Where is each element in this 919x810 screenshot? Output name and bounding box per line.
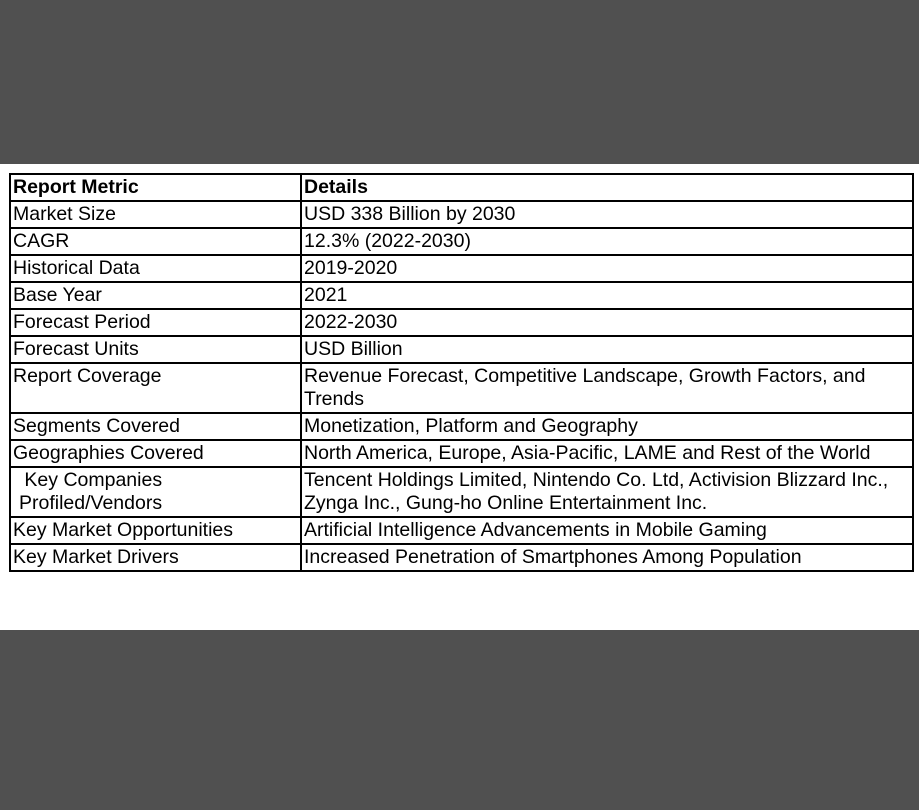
table-header-row (10, 174, 913, 201)
details-cell: USD Billion (301, 336, 913, 363)
report-metrics-table (9, 173, 914, 572)
details-cell: Increased Penetration of Smartphones Among Population (301, 544, 913, 571)
table-row (10, 255, 913, 282)
table-row (10, 517, 913, 544)
details-cell: 2022-2030 (301, 309, 913, 336)
table-row (10, 363, 913, 413)
metric-cell: Historical Data (10, 255, 301, 282)
table-row (10, 201, 913, 228)
details-cell: 12.3% (2022-2030) (301, 228, 913, 255)
details-cell: Revenue Forecast, Competitive Landscape, Growth Factors, and Trends (301, 363, 913, 413)
metric-cell: Report Coverage (10, 363, 301, 413)
metric-cell: Forecast Units (10, 336, 301, 363)
metric-cell: Base Year (10, 282, 301, 309)
metric-cell: Forecast Period (10, 309, 301, 336)
details-cell: North America, Europe, Asia-Pacific, LAME and Rest of the World (301, 440, 913, 467)
metric-cell: Key Market Drivers (10, 544, 301, 571)
metric-cell: CAGR (10, 228, 301, 255)
details-cell: USD 338 Billion by 2030 (301, 201, 913, 228)
report-sheet (0, 164, 919, 630)
table-row (10, 467, 913, 517)
details-cell: 2021 (301, 282, 913, 309)
header-report-metric: Report Metric (10, 174, 301, 201)
table-row (10, 336, 913, 363)
metric-cell: Market Size (10, 201, 301, 228)
header-details: Details (301, 174, 913, 201)
table-row (10, 309, 913, 336)
table-row (10, 228, 913, 255)
metric-text: Key Companies Profiled/Vendors (19, 469, 163, 514)
metric-cell: Key Market Opportunities (10, 517, 301, 544)
table-row (10, 440, 913, 467)
details-cell: 2019-2020 (301, 255, 913, 282)
details-cell: Tencent Holdings Limited, Nintendo Co. Ltd, Activision Blizzard Inc., Zynga Inc., Gung-ho Online Entertainment Inc. (301, 467, 913, 517)
metric-cell (10, 467, 301, 517)
table-row (10, 544, 913, 571)
details-cell: Artificial Intelligence Advancements in Mobile Gaming (301, 517, 913, 544)
table-row (10, 413, 913, 440)
details-cell: Monetization, Platform and Geography (301, 413, 913, 440)
metric-cell: Segments Covered (10, 413, 301, 440)
metric-cell: Geographies Covered (10, 440, 301, 467)
table-row (10, 282, 913, 309)
